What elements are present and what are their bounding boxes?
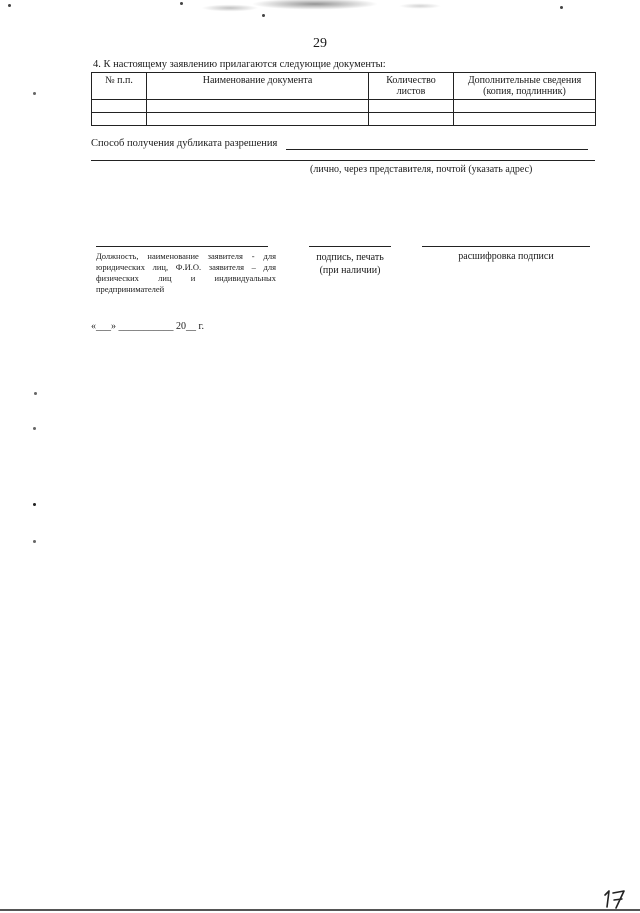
- handwritten-page-mark: [600, 886, 628, 910]
- table-cell: [369, 113, 454, 126]
- margin-dot: [33, 92, 36, 95]
- table-header-row: [92, 73, 596, 100]
- header-additional-info: Дополнительные сведения (копия, подлинник): [454, 73, 596, 100]
- receipt-method-label: Способ получения дубликата разрешения: [91, 138, 278, 149]
- receipt-method-second-line: [91, 160, 595, 161]
- header-sheet-count: Количество листов: [369, 73, 454, 100]
- decode-signature-line: [422, 246, 590, 247]
- scan-speck: [8, 4, 11, 7]
- table-cell: [369, 100, 454, 113]
- signature-caption: [300, 251, 400, 277]
- scan-speck: [180, 2, 183, 5]
- table-row: [92, 113, 596, 126]
- signature-line: [309, 246, 391, 247]
- margin-dot: [33, 427, 36, 430]
- position-signature-line: [96, 246, 268, 247]
- table-cell: [92, 100, 147, 113]
- table-cell: [147, 113, 369, 126]
- receipt-method-fill-line: [286, 149, 588, 150]
- attachments-intro: 4. К настоящему заявлению прилагаются следующие документы:: [93, 59, 386, 70]
- table-cell: [92, 113, 147, 126]
- scan-bottom-edge: [0, 909, 640, 911]
- page-number: 29: [313, 36, 327, 51]
- table-row: [92, 100, 596, 113]
- decode-caption: расшифровка подписи: [458, 251, 554, 262]
- header-number: № п.п.: [92, 73, 147, 100]
- date-line: «___» ___________ 20__ г.: [91, 321, 204, 332]
- margin-dot: [34, 392, 37, 395]
- scan-speck: [560, 6, 563, 9]
- table-cell: [454, 113, 596, 126]
- signature-caption-line2: (при наличии): [319, 265, 381, 276]
- header-document-name: Наименование документа: [147, 73, 369, 100]
- signature-caption-line1: подпись, печать: [316, 252, 384, 263]
- documents-table: [91, 72, 596, 126]
- table-cell: [454, 100, 596, 113]
- margin-dot: [33, 540, 36, 543]
- margin-dot: [33, 503, 36, 506]
- receipt-method-hint: (лично, через представителя, почтой (указать адрес): [310, 164, 533, 175]
- table-cell: [147, 100, 369, 113]
- scan-speck: [262, 14, 265, 17]
- scan-noise-top: [0, 0, 640, 30]
- position-caption: Должность, наименование заявителя - для юридических лиц, Ф.И.О. заявителя – для физических лиц и индивидуальных предпринимателей: [96, 251, 276, 294]
